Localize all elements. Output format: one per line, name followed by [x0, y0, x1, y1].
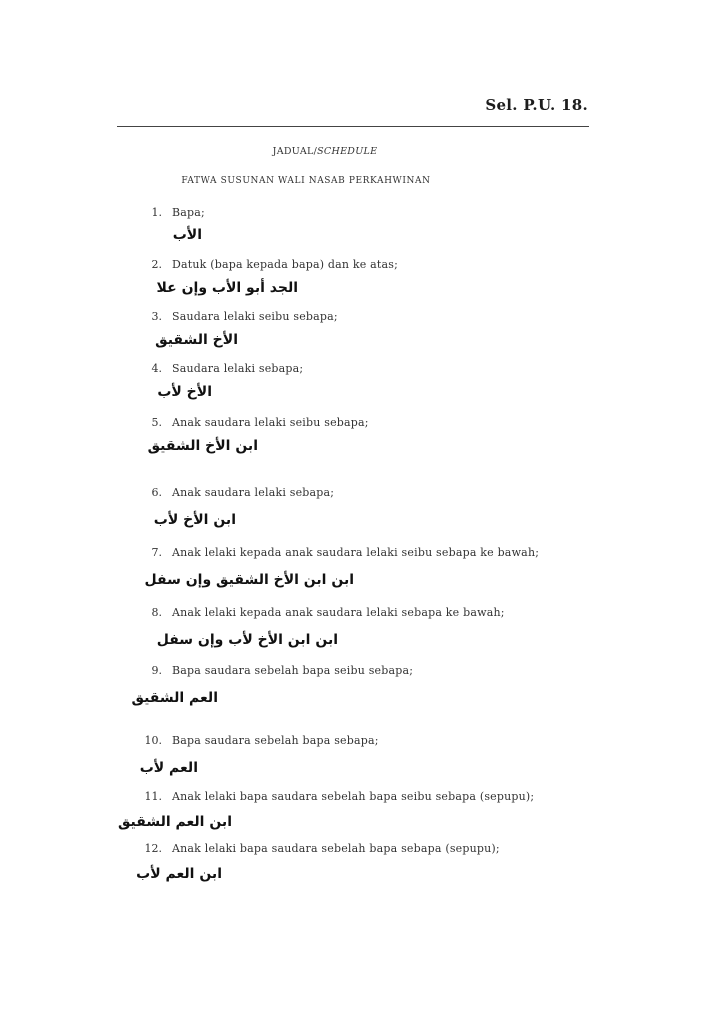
- entry-number: 11.: [144, 790, 162, 803]
- entry-number: 8.: [151, 606, 162, 619]
- entry-arabic-text: الأخ الشقيق: [155, 332, 238, 348]
- entry-number: 4.: [151, 362, 162, 375]
- page-reference: Sel. P.U. 18.: [485, 96, 588, 114]
- entry-malay-text: Anak lelaki kepada anak saudara lelaki sebapa ke bawah;: [172, 606, 505, 619]
- header-rule: [117, 126, 589, 127]
- schedule-title: [0, 146, 650, 157]
- entry-number: 5.: [151, 416, 162, 429]
- entry-malay-text: Saudara lelaki seibu sebapa;: [172, 310, 338, 323]
- entry-number: 12.: [144, 842, 162, 855]
- entry-malay-text: Saudara lelaki sebapa;: [172, 362, 304, 375]
- entry-number: 3.: [151, 310, 162, 323]
- entry-malay-text: Anak saudara lelaki seibu sebapa;: [172, 416, 369, 429]
- entry-arabic-text: ابن الأخ الشقيق: [147, 438, 258, 454]
- entry-malay-text: Datuk (bapa kepada bapa) dan ke atas;: [172, 258, 399, 271]
- entry-arabic-text: الجد أبو الأب وإن علا: [156, 280, 298, 296]
- entry-malay-text: Anak lelaki bapa saudara sebelah bapa seibu sebapa (sepupu);: [172, 790, 535, 803]
- fatwa-heading: FATWA SUSUNAN WALI NASAB PERKAHWINAN: [181, 176, 431, 186]
- entry-arabic-text: ابن ابن الأخ لأب وإن سفل: [156, 632, 338, 648]
- entry-number: 6.: [151, 486, 162, 499]
- entry-arabic-text: العم الشقيق: [131, 690, 218, 706]
- schedule-title-english: SCHEDULE: [317, 146, 378, 157]
- entry-arabic-text: ابن العم الشقيق: [117, 814, 232, 830]
- entry-number: 10.: [144, 734, 162, 747]
- entry-malay-text: Bapa saudara sebelah bapa seibu sebapa;: [172, 664, 414, 677]
- entry-malay-text: Anak saudara lelaki sebapa;: [172, 486, 335, 499]
- entry-arabic-text: الأب: [172, 227, 202, 243]
- entry-arabic-text: ابن الأخ لأب: [153, 512, 236, 528]
- entry-number: 1.: [151, 206, 162, 219]
- entry-number: 9.: [151, 664, 162, 677]
- entry-malay-text: Bapa saudara sebelah bapa sebapa;: [172, 734, 379, 747]
- entry-number: 2.: [151, 258, 162, 271]
- schedule-title-malay: JADUAL/: [272, 146, 318, 157]
- entry-arabic-text: ابن ابن الأخ الشقيق وإن سفل: [144, 572, 354, 588]
- entry-arabic-text: الأخ لأب: [157, 384, 212, 400]
- entry-arabic-text: العم لأب: [139, 760, 198, 776]
- entry-number: 7.: [151, 546, 162, 559]
- entry-malay-text: Anak lelaki kepada anak saudara lelaki seibu sebapa ke bawah;: [172, 546, 540, 559]
- entry-malay-text: Bapa;: [172, 206, 205, 219]
- entry-arabic-text: ابن العم لأب: [136, 866, 222, 882]
- entry-malay-text: Anak lelaki bapa saudara sebelah bapa sebapa (sepupu);: [172, 842, 500, 855]
